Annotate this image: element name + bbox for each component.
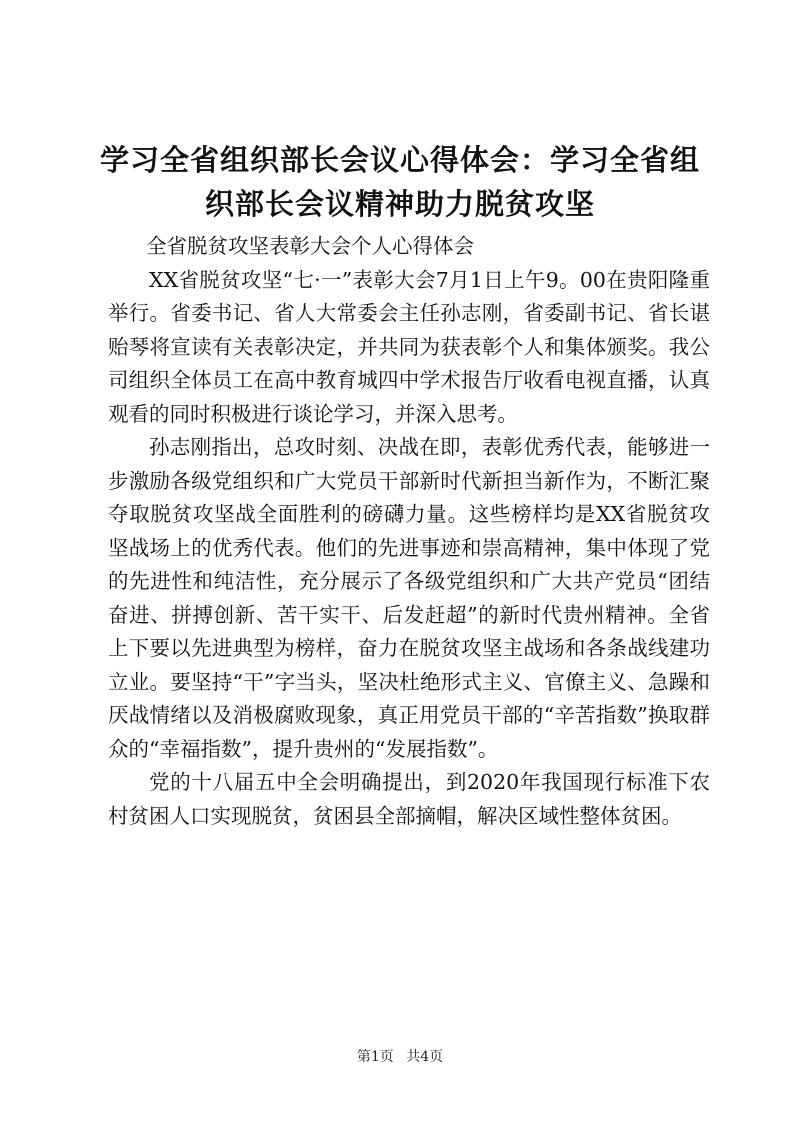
page-total: 共4页 [406,1049,444,1065]
title-line-1: 学习全省组织部长会议心得体会：学习全省组 [100,143,701,177]
document-body [108,230,710,833]
page-footer [0,1048,800,1066]
subtitle: 全省脱贫攻坚表彰大会个人心得体会 [146,234,474,258]
paragraph-1: XX省脱贫攻坚“七·一”表彰大会7月1日上午9。00在贵阳隆重举行。省委书记、省人大常委会主任孙志刚，省委副书记、省长谌贻琴将宣读有关表彰决定，并共同为获表彰个人和集体颁奖。我公司组织全体员工在高中教育城四中学术报告厅收看电视直播，认真观看的同时积极进行谈论学习，并深入思考。 [108,267,710,426]
title-line-2: 织部长会议精神助力脱贫攻坚 [204,187,595,221]
page-number: 第1页 [356,1049,394,1065]
paragraph-2: 孙志刚指出，总攻时刻、决战在即，表彰优秀代表，能够进一步激励各级党组织和广大党员干部新时代新担当新作为，不断汇聚夺取脱贫攻坚战全面胜利的磅礴力量。这些榜样均是XX省脱贫攻坚战场上的优秀代表。他们的先进事迹和崇高精神，集中体现了党的先进性和纯洁性，充分展示了各级党组织和广大共产党员“团结奋进、拼搏创新、苦干实干、后发赶超”的新时代贵州精神。全省上下要以先进典型为榜样，奋力在脱贫攻坚主战场和各条战线建功立业。要坚持“干”字当头，坚决杜绝形式主义、官僚主义、急躁和厌战情绪以及消极腐败现象，真正用党员干部的“辛苦指数”换取群众的“幸福指数”，提升贵州的“发展指数”。 [108,435,710,761]
paragraph-3: 党的十八届五中全会明确提出，到2020年我国现行标准下农村贫困人口实现脱贫，贫困县全部摘帽，解决区域性整体贫困。 [108,770,710,828]
document-title [100,138,700,226]
